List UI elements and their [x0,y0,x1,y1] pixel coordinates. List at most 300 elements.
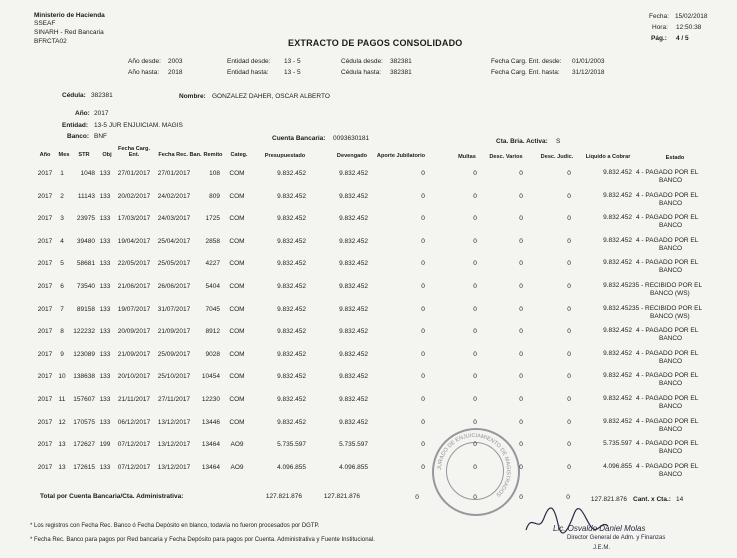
col-desc-judic: Desc. Judic. [540,154,574,160]
cell-presup: 9.832.452 [277,373,306,380]
cedula-label: Cédula: [62,92,86,99]
totals-liquido: 127.821.876 [590,496,627,503]
cell-str: 73540 [76,283,95,290]
cell-liquido: 9.832.452 [603,395,632,402]
cell-aporte: 0 [421,283,425,290]
cell-liquido: 9.832.452 [603,327,632,334]
cell-remito: 7045 [205,306,220,313]
cell-estado-line2: BANCO [659,177,683,184]
cell-aporte: 0 [421,306,425,313]
cell-estado-line1: 4 - PAGADO POR EL [636,418,699,425]
cell-fcarg: 20/10/2017 [117,373,151,380]
cuenta-value: 0093630181 [333,135,370,142]
cell-dvarios: 0 [519,260,523,267]
cell-deveng: 9.832.452 [339,283,368,290]
cell-dvarios: 0 [519,170,523,177]
cell-str: 172615 [73,464,95,471]
cell-categ: COM [229,328,245,335]
cell-fcarg: 19/04/2017 [117,238,151,245]
cell-aporte: 0 [421,373,425,380]
cell-categ: COM [229,373,245,380]
cell-estado-line1: 4 - PAGADO POR EL [636,350,699,357]
cell-fcarg: 19/07/2017 [117,306,151,313]
cant-label: Cant. x Cta.: [633,496,671,503]
cell-aporte: 0 [421,396,425,403]
cell-obj: 133 [99,283,111,290]
cell-deveng: 5.735.597 [339,441,368,448]
cell-presup: 9.832.452 [277,193,306,200]
cuenta-label: Cuenta Bancaria: [272,135,326,142]
entidad-value: 13-5 JUR ENJUICIAM. MAGIS [94,122,183,129]
cell-multas: 0 [473,419,477,426]
entidad-desde-value: 13 - 5 [284,58,301,65]
cell-presup: 9.832.452 [277,351,306,358]
pag-value: 4 / 5 [676,35,689,42]
cell-fcarg: 20/09/2017 [117,328,151,335]
cell-obj: 133 [99,464,111,471]
cell-obj: 133 [99,328,111,335]
cell-anio: 2017 [37,238,53,245]
signature-title: Director General de Adm. y Finanzas [567,535,666,541]
cell-multas: 0 [473,464,477,471]
cell-frec: 24/02/2017 [157,193,191,200]
col-liquido: Líquido a Cobrar [585,154,631,160]
cell-presup: 9.832.452 [277,260,306,267]
cell-frec: 21/09/2017 [157,328,191,335]
cell-dvarios: 0 [519,193,523,200]
cell-dvarios: 0 [519,283,523,290]
cell-estado-line1: 4 - PAGADO POR EL [636,214,699,221]
cell-liquido: 9.832.452 [603,305,632,312]
cell-aporte: 0 [421,170,425,177]
cell-obj: 133 [99,351,111,358]
cell-deveng: 9.832.452 [339,419,368,426]
col-presupuestado: Presupuestado [264,153,306,159]
org-line-3: SINARH - Red Bancaria [34,29,104,36]
cell-str: 1048 [80,170,95,177]
cell-presup: 9.832.452 [277,306,306,313]
totals-aporte: 0 [415,494,419,501]
cell-fcarg: 21/06/2017 [117,283,151,290]
nombre-label: Nombre: [179,93,206,100]
cell-str: 39480 [76,238,95,245]
cell-obj: 133 [99,260,111,267]
cell-estado-line2: BANCO [659,200,683,207]
cell-presup: 9.832.452 [277,419,306,426]
cell-categ: COM [229,170,245,177]
org-line-1: Ministerio de Hacienda [34,12,105,19]
cell-deveng: 9.832.452 [339,260,368,267]
cell-presup: 9.832.452 [277,328,306,335]
cell-multas: 0 [473,283,477,290]
cell-fcarg: 07/12/2017 [117,441,151,448]
cell-obj: 133 [99,419,111,426]
cell-frec: 27/01/2017 [157,170,191,177]
cell-fcarg: 17/03/2017 [117,215,151,222]
cell-aporte: 0 [421,215,425,222]
cell-str: 138638 [73,373,95,380]
cell-categ: AO9 [230,441,244,448]
cell-multas: 0 [473,215,477,222]
cell-remito: 4227 [205,260,220,267]
entidad-hasta-value: 13 - 5 [284,69,301,76]
cell-deveng: 9.832.452 [339,170,368,177]
footnote-2: * Fecha Rec. Banco para pagos por Red bancaria y Fecha Depósito para pagos por Cuenta. Administrativa y Fuente Institucional. [30,537,375,543]
cell-estado-line1: 4 - PAGADO POR EL [636,327,699,334]
cell-dvarios: 0 [519,419,523,426]
cell-mes: 3 [60,215,64,222]
footnote-1: * Los registros con Fecha Rec. Banco ó Fecha Depósito en blanco, todavía no fueron procesados por DGTP. [30,523,320,529]
cell-mes: 1 [60,170,64,177]
cedula-desde-label: Cédula desde: [341,58,383,65]
cell-mes: 13 [58,441,66,448]
anio-hasta-label: Año hasta: [128,69,160,76]
cell-fcarg: 27/01/2017 [117,170,151,177]
cell-obj: 133 [99,170,111,177]
cell-presup: 9.832.452 [277,170,306,177]
cell-anio: 2017 [37,373,53,380]
cell-deveng: 4.096.855 [339,464,368,471]
cell-aporte: 0 [421,419,425,426]
cell-deveng: 9.832.452 [339,193,368,200]
cell-estado-line1: 4 - PAGADO POR EL [636,372,699,379]
cell-mes: 6 [60,283,64,290]
cell-estado-line1: 4 - PAGADO POR EL [636,169,699,176]
col-mes: Mes [58,152,70,158]
hora-value: 12:50:38 [676,24,702,31]
cell-liquido: 9.832.452 [603,192,632,199]
cell-djudic: 0 [567,238,571,245]
totals-djudic: 0 [566,494,570,501]
cell-categ: COM [229,419,245,426]
cell-estado-line1: 4 - PAGADO POR EL [636,192,699,199]
cell-frec: 25/10/2017 [157,373,191,380]
cell-categ: COM [229,215,245,222]
cell-str: 170575 [73,419,95,426]
cell-mes: 5 [60,260,64,267]
cell-anio: 2017 [37,441,53,448]
cell-frec: 25/04/2017 [157,238,191,245]
cell-categ: COM [229,238,245,245]
cell-remito: 1725 [205,215,220,222]
cell-aporte: 0 [421,441,425,448]
col-devengado: Devengado [336,153,368,159]
cell-categ: AO9 [230,464,244,471]
cell-str: 89158 [76,306,95,313]
stamp-text: JURADO DE ENJUICIAMIENTO DE MAGISTRADOS [436,432,512,498]
cell-anio: 2017 [37,283,53,290]
cedula-value: 382381 [91,92,113,99]
cell-deveng: 9.832.452 [339,373,368,380]
fcarg-hasta-value: 31/12/2018 [572,69,605,76]
cell-categ: COM [229,193,245,200]
cell-mes: 12 [58,419,66,426]
cell-fcarg: 22/05/2017 [117,260,151,267]
cell-frec: 27/11/2017 [157,396,191,403]
cell-str: 122232 [73,328,95,335]
cell-remito: 8912 [205,328,220,335]
totals-label: Total por Cuenta Bancaria/Cta. Administrativa: [40,493,184,500]
cell-remito: 12230 [201,396,220,403]
cell-anio: 2017 [37,193,53,200]
cell-remito: 13446 [201,419,220,426]
cell-anio: 2017 [37,215,53,222]
cell-estado-line1: 35 - RECIBIDO POR EL [632,282,703,289]
cell-estado-line2: BANCO [659,245,683,252]
cell-djudic: 0 [567,396,571,403]
cell-anio: 2017 [37,306,53,313]
cell-remito: 10454 [201,373,220,380]
col-multas: Multas [458,154,476,160]
cell-djudic: 0 [567,170,571,177]
cell-presup: 9.832.452 [277,215,306,222]
cell-mes: 13 [58,464,66,471]
entidad-hasta-label: Entidad hasta: [227,69,269,76]
col-remito: Remito [203,152,223,158]
cell-multas: 0 [473,396,477,403]
cell-djudic: 0 [567,283,571,290]
cell-anio: 2017 [37,351,53,358]
signature-unit: J.E.M. [593,545,611,551]
cell-anio: 2017 [37,328,53,335]
cell-aporte: 0 [421,260,425,267]
col-desc-varios: Desc. Varios [489,154,523,160]
banco-label: Banco: [67,133,90,140]
cedula-desde-value: 382381 [390,58,412,65]
cell-str: 58681 [76,260,95,267]
cell-dvarios: 0 [519,464,523,471]
cell-obj: 133 [99,238,111,245]
cell-multas: 0 [473,351,477,358]
pag-label: Pág.: [651,35,667,42]
cell-anio: 2017 [37,419,53,426]
cell-dvarios: 0 [519,306,523,313]
stamp-text-ring [432,428,516,512]
cell-dvarios: 0 [519,238,523,245]
entidad-desde-label: Entidad desde: [227,58,271,65]
totals-multas: 0 [473,494,477,501]
cell-liquido: 9.832.452 [603,372,632,379]
org-line-4: BFRCTA02 [34,38,67,45]
cell-presup: 9.832.452 [277,283,306,290]
cedula-hasta-value: 382381 [390,69,412,76]
cell-aporte: 0 [421,351,425,358]
col-anio: Año [39,152,51,158]
cell-categ: COM [229,351,245,358]
cell-frec: 31/07/2017 [157,306,191,313]
fcarg-hasta-label: Fecha Carg. Ent. hasta: [491,69,560,76]
cell-estado-line2: BANCO (WS) [650,290,690,297]
signature-name: Lic. Osvaldo Daniel Molas [553,524,646,533]
cell-estado-line1: 4 - PAGADO POR EL [636,237,699,244]
official-stamp [432,428,520,516]
cell-deveng: 9.832.452 [339,351,368,358]
cell-liquido: 9.832.452 [603,259,632,266]
cell-presup: 9.832.452 [277,238,306,245]
cell-obj: 133 [99,193,111,200]
cell-obj: 133 [99,373,111,380]
svg-text:JURADO DE ENJUICIAMIENTO DE MA [437,433,511,498]
totals-dvarios: 0 [519,494,523,501]
cell-fcarg: 21/09/2017 [117,351,151,358]
nombre-value: GONZALEZ DAHER, OSCAR ALBERTO [212,93,330,100]
col-categ: Categ. [230,152,248,158]
cell-presup: 4.096.855 [277,464,306,471]
cell-frec: 24/03/2017 [157,215,191,222]
col-aporte: Aporte Jubilatorio [376,153,426,159]
cell-remito: 13464 [201,441,220,448]
cell-categ: COM [229,283,245,290]
col-fecha-rec: Fecha Rec. Ban. [158,152,202,158]
cell-liquido: 9.832.452 [603,350,632,357]
col-fecha-carg: Fecha Carg. Ent. [117,146,151,158]
cell-obj: 199 [99,441,111,448]
cell-remito: 13464 [201,464,220,471]
cant-value: 14 [676,496,684,503]
cell-aporte: 0 [421,328,425,335]
signature-scribble-icon [522,500,612,540]
cell-mes: 11 [58,396,66,403]
cell-presup: 9.832.452 [277,396,306,403]
cell-frec: 25/09/2017 [157,351,191,358]
cell-dvarios: 0 [519,351,523,358]
cell-estado-line2: BANCO [659,267,683,274]
cell-fcarg: 20/02/2017 [117,193,151,200]
cell-dvarios: 0 [519,441,523,448]
cell-categ: COM [229,306,245,313]
hora-label: Hora: [652,24,668,31]
banco-value: BNF [94,133,107,140]
cell-estado-line2: BANCO [659,403,683,410]
cell-estado-line2: BANCO [659,222,683,229]
totals-deveng: 127.821.876 [323,493,360,500]
cell-aporte: 0 [421,193,425,200]
cell-multas: 0 [473,170,477,177]
cell-str: 11143 [77,193,95,200]
cell-remito: 9028 [205,351,220,358]
cell-estado-line1: 4 - PAGADO POR EL [636,463,699,470]
cell-anio: 2017 [37,260,53,267]
fecha-label: Fecha: [649,13,669,20]
anio-label: Año: [75,110,90,117]
cell-estado-line2: BANCO [659,426,683,433]
cell-fcarg: 06/12/2017 [117,419,151,426]
cell-djudic: 0 [567,215,571,222]
anio-hasta-value: 2018 [168,69,183,76]
cell-str: 23975 [76,215,95,222]
cell-liquido: 9.832.452 [603,282,632,289]
cell-anio: 2017 [37,170,53,177]
cell-estado-line1: 4 - PAGADO POR EL [636,395,699,402]
cell-str: 157607 [73,396,95,403]
cell-deveng: 9.832.452 [339,328,368,335]
cell-estado-line2: BANCO [659,448,683,455]
cell-djudic: 0 [567,260,571,267]
cell-estado-line2: BANCO [659,335,683,342]
cell-multas: 0 [473,328,477,335]
cell-estado-line2: BANCO [659,358,683,365]
cell-djudic: 0 [567,419,571,426]
cell-deveng: 9.832.452 [339,396,368,403]
cta-activa-label: Cta. Bria. Activa: [496,138,548,145]
cell-djudic: 0 [567,306,571,313]
cell-fcarg: 21/11/2017 [117,396,151,403]
cell-liquido: 4.096.855 [603,463,632,470]
totals-presup: 127.821.876 [265,493,302,500]
cell-aporte: 0 [421,464,425,471]
cell-estado-line1: 4 - PAGADO POR EL [636,440,699,447]
cell-frec: 13/12/2017 [157,464,191,471]
col-obj: Obj [102,152,112,158]
cell-mes: 4 [60,238,64,245]
anio-desde-label: Año desde: [128,58,161,65]
cell-dvarios: 0 [519,215,523,222]
cell-dvarios: 0 [519,396,523,403]
col-str: STR [78,152,90,158]
anio-desde-value: 2003 [168,58,183,65]
cell-djudic: 0 [567,328,571,335]
cell-mes: 2 [60,193,64,200]
cell-multas: 0 [473,238,477,245]
cedula-hasta-label: Cédula hasta: [341,69,382,76]
cell-remito: 809 [209,193,220,200]
cell-estado-line2: BANCO [659,380,683,387]
cell-remito: 5404 [205,283,220,290]
cell-mes: 10 [58,373,66,380]
cell-deveng: 9.832.452 [339,215,368,222]
cell-dvarios: 0 [519,373,523,380]
cell-djudic: 0 [567,464,571,471]
cell-aporte: 0 [421,238,425,245]
cell-mes: 7 [60,306,64,313]
cell-obj: 133 [99,215,111,222]
cell-remito: 108 [209,170,220,177]
cell-frec: 13/12/2017 [157,441,191,448]
cell-djudic: 0 [567,373,571,380]
cell-mes: 9 [60,351,64,358]
page-title: EXTRACTO DE PAGOS CONSOLIDADO [288,38,463,48]
cell-presup: 5.735.597 [277,441,306,448]
anio-value: 2017 [94,110,109,117]
cell-liquido: 9.832.452 [603,169,632,176]
cta-activa-value: S [556,138,561,145]
col-estado: Estado [665,155,685,161]
cell-multas: 0 [473,193,477,200]
entidad-label: Entidad: [62,122,88,129]
fcarg-desde-value: 01/01/2003 [572,58,605,65]
cell-str: 123089 [73,351,95,358]
cell-liquido: 9.832.452 [603,214,632,221]
cell-categ: COM [229,396,245,403]
cell-fcarg: 07/12/2017 [117,464,151,471]
cell-liquido: 9.832.452 [603,418,632,425]
cell-estado-line2: BANCO (WS) [650,313,690,320]
cell-remito: 2858 [205,238,220,245]
cell-mes: 8 [60,328,64,335]
fcarg-desde-label: Fecha Carg. Ent. desde: [491,58,562,65]
cell-estado-line1: 35 - RECIBIDO POR EL [632,305,703,312]
cell-multas: 0 [473,373,477,380]
cell-anio: 2017 [37,396,53,403]
cell-djudic: 0 [567,193,571,200]
cell-multas: 0 [473,441,477,448]
cell-frec: 13/12/2017 [157,419,191,426]
cell-dvarios: 0 [519,328,523,335]
cell-estado-line2: BANCO [659,471,683,478]
cell-estado-line1: 4 - PAGADO POR EL [636,259,699,266]
cell-liquido: 5.735.597 [603,440,632,447]
cell-multas: 0 [473,306,477,313]
